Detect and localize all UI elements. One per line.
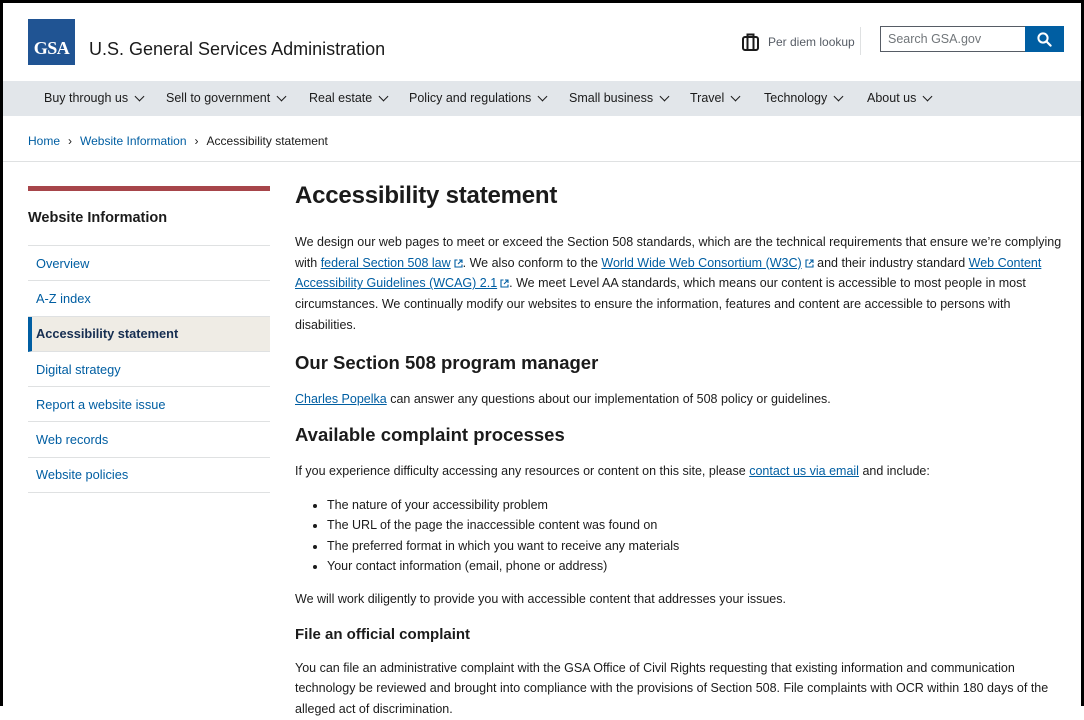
breadcrumb-current: Accessibility statement [206, 134, 328, 148]
wcag-link[interactable]: Web Content Accessibility Guidelines (WCAG) 2.1 [295, 255, 1042, 291]
manager-text: can answer any questions about our implementation of 508 policy or guidelines. [386, 391, 831, 406]
chevron-down-icon [277, 91, 287, 101]
program-manager-link[interactable]: Charles Popelka [295, 391, 387, 406]
chevron-down-icon [923, 91, 933, 101]
nav-item-travel[interactable] [690, 91, 739, 105]
external-link-icon [805, 259, 814, 268]
nav-item-label: Travel [690, 91, 725, 105]
external-link-icon [454, 259, 463, 268]
nav-item-label: Sell to government [166, 91, 271, 105]
side-navigation [28, 186, 270, 493]
luggage-icon [741, 32, 760, 52]
breadcrumb [28, 134, 328, 148]
sidebar-item-web-records[interactable]: Web records [28, 422, 270, 457]
nav-item-label: Policy and regulations [409, 91, 532, 105]
search-icon [1037, 32, 1052, 47]
site-search [880, 26, 1064, 52]
intro-text: . We also conform to the [462, 255, 602, 270]
breadcrumb-section-link[interactable]: Website Information [80, 134, 187, 148]
breadcrumb-separator-icon: › [194, 134, 199, 148]
official-complaint-paragraph: You can file an administrative complaint with the GSA Office of Civil Rights requesting that existing information and communication technology be reviewed and brought into compliance with the provisions of Section 508. File complaints with OCR within 180 days of the alleged act of discrimination. [295, 660, 1049, 717]
gsa-logo[interactable]: GSA [28, 19, 75, 65]
chevron-down-icon [834, 91, 844, 101]
sidebar-item-accessibility-statement[interactable]: Accessibility statement [28, 317, 270, 352]
intro-text: . We meet Level AA standards, which means our content is accessible to most people in most circumstances. We continually modify our websites to ensure the information, features and content are accessible to persons with disabilities. [295, 276, 1026, 332]
per-diem-lookup-link[interactable] [741, 29, 855, 55]
search-input[interactable] [880, 26, 1025, 52]
external-link-icon [500, 279, 509, 288]
complaints-text: If you experience difficulty accessing any resources or content on this site, please [295, 464, 750, 479]
primary-nav [3, 81, 1081, 116]
nav-item-label: Technology [764, 91, 828, 105]
sidebar-item-website-policies[interactable]: Website policies [28, 458, 270, 493]
chevron-down-icon [135, 91, 145, 101]
manager-paragraph [295, 389, 1075, 410]
sidebar-title: Website Information [28, 191, 270, 246]
intro-text: and their industry standard [813, 255, 969, 270]
list-item: • Your contact information (email, phone or address) [327, 556, 1075, 577]
complaints-paragraph [295, 461, 1075, 482]
sidebar-item-digital-strategy[interactable]: Digital strategy [28, 352, 270, 387]
chevron-down-icon [731, 91, 741, 101]
main-content [295, 179, 1075, 720]
per-diem-label: Per diem lookup [768, 35, 855, 49]
nav-item-policy-and-regulations[interactable] [409, 91, 546, 105]
breadcrumb-divider [3, 161, 1081, 162]
sidebar-item-report-a-website-issue[interactable]: Report a website issue [28, 387, 270, 422]
section-508-law-link[interactable]: federal Section 508 law [320, 255, 451, 270]
search-button[interactable] [1025, 26, 1064, 52]
w3c-link[interactable]: World Wide Web Consortium (W3C) [601, 255, 802, 270]
chevron-down-icon [538, 91, 548, 101]
section-heading-complaints: Available complaint processes [295, 424, 565, 446]
sidebar-item-a-z-index[interactable]: A-Z index [28, 281, 270, 316]
complaints-text: and include: [858, 464, 930, 479]
contact-email-link[interactable]: contact us via email [749, 464, 859, 479]
sidebar-item-overview[interactable]: Overview [28, 246, 270, 281]
header-divider [860, 27, 861, 55]
site-title[interactable]: U.S. General Services Administration [89, 39, 386, 59]
nav-item-label: Buy through us [44, 91, 129, 105]
nav-item-sell-to-government[interactable] [166, 91, 285, 105]
section-heading-official-complaint: File an official complaint [295, 625, 471, 643]
page-title: Accessibility statement [295, 182, 558, 209]
nav-item-label: Small business [569, 91, 654, 105]
breadcrumb-home-link[interactable]: Home [28, 134, 61, 148]
nav-item-about-us[interactable] [867, 91, 931, 105]
nav-item-small-business[interactable] [569, 91, 668, 105]
section-heading-manager: Our Section 508 program manager [295, 351, 599, 373]
nav-item-label: About us [867, 91, 917, 105]
list-item: • The URL of the page the inaccessible content was found on [327, 515, 1075, 536]
chevron-down-icon [379, 91, 389, 101]
list-item: • The preferred format in which you want to receive any materials [327, 536, 1075, 557]
nav-item-label: Real estate [309, 91, 373, 105]
site-header [3, 3, 1081, 81]
intro-text: We design our web pages to meet or exceed the Section 508 standards, which are the technical requirements that ensure we’re complying with [295, 235, 1062, 270]
breadcrumb-separator-icon: › [68, 134, 73, 148]
nav-item-real-estate[interactable] [309, 91, 387, 105]
diligence-paragraph: We will work diligently to provide you with accessible content that addresses your issues. [295, 591, 786, 606]
chevron-down-icon [660, 91, 670, 101]
nav-item-technology[interactable] [764, 91, 842, 105]
intro-paragraph [295, 232, 1075, 336]
complaint-info-list [295, 495, 1075, 577]
nav-item-buy-through-us[interactable] [44, 91, 143, 105]
list-item: • The nature of your accessibility problem [327, 495, 1075, 516]
